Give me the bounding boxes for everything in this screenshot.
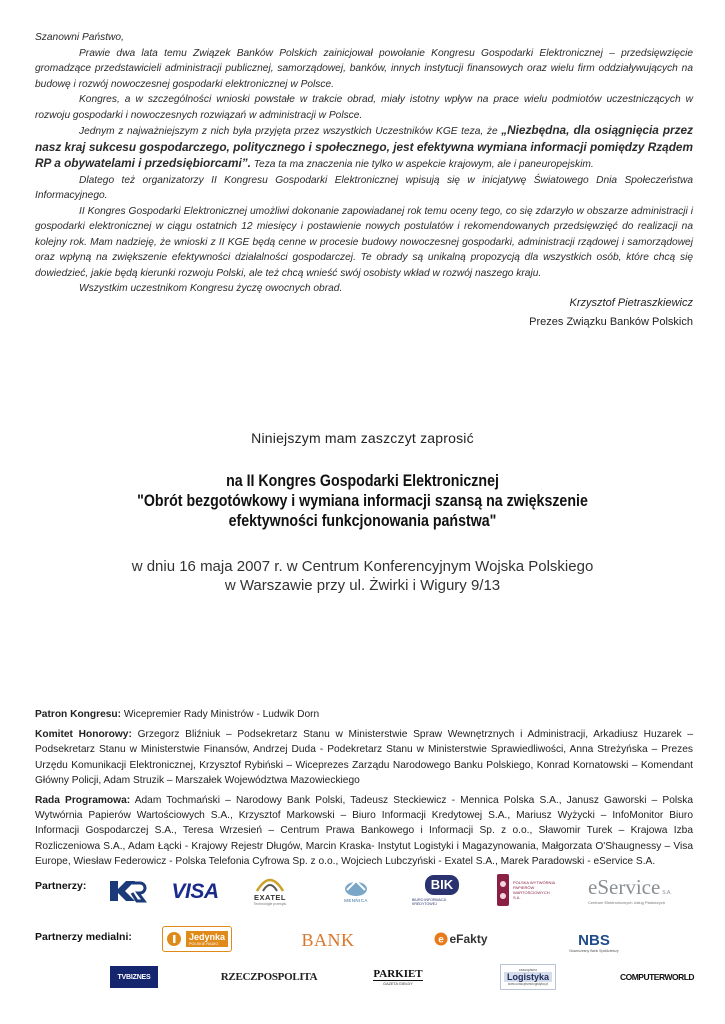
congress-title-line-2: "Obrót bezgotówkowy i wymiana informacji szansą na zwiększenie <box>137 492 588 510</box>
signature-block <box>529 292 693 330</box>
letter-paragraph-1: Prawie dwa lata temu Związek Banków Polskich zainicjował powołanie Kongresu Gospodarki Elektronicznej – przedsięwzięcie gromadzące przedstawicieli administracji publicznej, samorządowej, banków, innych instytucji finansowych oraz wielu firm oddziaływujących na budowę i rozwój nowoczesnej gospodarki elektronicznej w Polsce. <box>35 47 693 90</box>
parkiet-tagline: GAZETA GIEŁDY <box>383 982 413 986</box>
pwpw-wordmark: POLSKA WYTWÓRNIA PAPIERÓW WARTOŚCIOWYCH S.A. <box>513 880 556 900</box>
bik-badge: BIK <box>425 875 459 895</box>
radio-icon <box>166 931 182 947</box>
congress-title <box>51 471 675 531</box>
honorary-committee-label: Komitet Honorowy: <box>35 729 132 741</box>
media-partners-label: Partnerzy medialni: <box>35 931 132 943</box>
letter-paragraph-5: II Kongres Gospodarki Elektronicznej umożliwi dokonanie zapowiadanej rok temu oceny tego, co się zdarzyło w obszarze administracji i gospodarki elektronicznej w ciągu ostatnich 12 miesięcy i postawienie nowych postulatów i rekomendowanych przedsięwzięć do realizacji na kolejny rok. Mam nadzieję, że wnioski z II KGE będą cenne w procesie budowy nowoczesnej gospodarki, administracji rządowej i samorządowej oraz wpłyną na zwiększenie efektywności działalności gospodarczej. Te obrady są unikalną propozycją dla wszystkich osób, które chcą się dowiedzieć, jakie będą kierunki rozwoju Polski, ale też chcą wnieść swój osobisty wkład w rozwój naszego kraju. <box>35 205 693 279</box>
kir-logo <box>108 877 148 905</box>
eservice-tagline: Centrum Elektronicznych Usług Płatniczych <box>588 900 666 905</box>
program-council-text: Adam Tochmański – Narodowy Bank Polski, Tadeusz Steckiewicz - Mennica Polska S.A., Janusz Gaworski – Polska Wytwórnia Papierów Wartościowych S.A., Krzysztof Markowski – Biuro Informacji Kredytowej S.A., Mariusz Wyżycki – InfoMonitor Biuro Informacji Gospodarczej S.A., Teresa Wrzesień – Centrum Prawa Bankowego i Informacji Sp. z o.o., Sławomir Turek – Krajowa Izba Rozliczeniowa S.A., Adam Łącki - Krajowy Rejestr Długów, Marcin Kraska- Instytut Logistyki i Magazynowania, Małgorzata O'Shaugnessy – Visa Europe, Wiesław Federowicz - Polska Telefonia Cyfrowa Sp. z o.o., Wojciech Lubczyński - Exatel S.A., Marek Paradowski - eService S.A. <box>35 795 693 867</box>
patron-label: Patron Kongresu: <box>35 709 122 720</box>
logistyka-url: www.czasopismologistyka.pl <box>507 982 549 986</box>
efakty-logo <box>432 928 490 950</box>
program-council-entry <box>35 793 693 869</box>
nbs-wordmark: NBS <box>578 932 610 949</box>
letter-paragraph-2: Kongres, a w szczególności wnioski powstałe w trakcie obrad, miały istotny wpływ na prace wielu podmiotów uczestniczących w rozwoju gospodarki i nowoczesnych rozwiązań w administracji w Polsce. <box>35 94 693 121</box>
event-date-venue: w dniu 16 maja 2007 r. w Centrum Konferencyjnym Wojska Polskiego <box>131 558 594 575</box>
efakty-wordmark: eFakty <box>449 932 488 946</box>
exatel-mark-icon <box>255 875 285 893</box>
letter-paragraph-3 <box>35 123 693 173</box>
bik-logo <box>412 871 472 909</box>
signer-name: Krzysztof Pietraszkiewicz <box>569 297 693 309</box>
logistyka-wordmark: Logistyka <box>504 972 552 982</box>
letter-body <box>35 30 693 297</box>
patron-text: Wicepremier Rady Ministrów - Ludwik Dorn <box>121 709 320 720</box>
eservice-wordmark: eService <box>588 875 661 899</box>
paragraph-3-tail: Teza ta ma znaczenia nie tylko w aspekcie krajowym, ale i paneuropejskim. <box>250 159 594 170</box>
honorary-committee-text: Grzegorz Bliźniuk – Podsekretarz Stanu w Ministerstwie Spraw Wewnętrznych i Administracji, Arkadiusz Huzarek – Podsekretarz Stanu w Ministerstwie Finansów, Andrzej Duda - Podekretarz Stanu w Ministerstwie Sprawiedliwości, Anna Streżyńska – Prezes Urzędu Komunikacji Elektronicznej, Krzysztof Rybiński – Wiceprezes Zarządu Narodowego Banku Polskiego, Konrad Kornatowski – Komendant Główny Policji, Adam Struzik – Marszałek Województwa Mazowieckiego <box>35 729 693 786</box>
visa-logo: VISA <box>171 880 219 903</box>
partners-label: Partnerzy: <box>35 880 87 892</box>
honorary-committee-entry <box>35 727 693 788</box>
parkiet-logo <box>372 964 424 990</box>
parkiet-wordmark: PARKIET <box>373 968 423 980</box>
efakty-mark-icon <box>434 932 448 946</box>
paragraph-3-intro: Jednym z najważniejszym z nich była przyjęta przez wszystkich Uczestników KGE teza, że <box>79 126 502 137</box>
pwpw-logo <box>496 869 556 911</box>
patron-entry <box>35 707 693 722</box>
tvbiznes-logo: TVBIZNES <box>110 966 158 988</box>
exatel-wordmark: EXATEL <box>253 892 287 902</box>
letter-paragraph-6: Wszystkim uczestnikom Kongresu życzę owocnych obrad. <box>79 283 343 294</box>
mennica-logo <box>336 874 376 906</box>
jedynka-logo <box>162 926 232 952</box>
nbs-logo <box>566 928 622 958</box>
logistyka-logo <box>500 964 556 990</box>
eservice-sa: S.A. <box>662 890 672 896</box>
eservice-logo <box>588 872 688 908</box>
bik-tagline: BIURO INFORMACJI KREDYTOWEJ <box>412 897 447 906</box>
event-address: w Warszawie przy ul. Żwirki i Wigury 9/13 <box>224 577 501 594</box>
jedynka-tagline: POLSKIE RADIO <box>188 942 219 946</box>
mennica-wordmark: MENNICA <box>344 897 368 903</box>
nbs-tagline: Nowoczesny Bank Spółdzielczy <box>569 949 619 953</box>
program-council-label: Rada Programowa: <box>35 795 131 807</box>
jedynka-wordmark: Jedynka <box>188 932 226 942</box>
logistyka-kicker: czasopismo <box>518 968 538 972</box>
committees-section <box>35 707 693 874</box>
invitation-lead: Niniejszym mam zaszczyt zaprosić <box>251 430 474 446</box>
computerworld-logo: COMPUTERWORLD <box>619 972 695 982</box>
exatel-logo <box>248 870 292 910</box>
svg-text:e: e <box>438 934 445 946</box>
congress-title-line-3: efektywności funkcjonowania państwa" <box>228 512 497 530</box>
salutation: Szanowni Państwo, <box>35 32 124 43</box>
event-location <box>0 557 725 595</box>
pwpw-emblem-icon <box>496 872 510 908</box>
bank-magazine-logo: BANK <box>301 929 355 950</box>
exatel-tagline: Technologie przesyłu <box>253 901 287 906</box>
mennica-mark-icon <box>343 878 369 898</box>
key-thesis-quote: „Niezbędna, dla osiągnięcia przez nasz kraj sukcesu gospodarczego, politycznego i społecznego, jest efektywna wymiana informacji pomiędzy Rządem RP a obywatelami i przedsiębiorcami”. <box>35 123 693 170</box>
rzeczpospolita-logo: RZECZPOSPOLITA <box>220 971 318 983</box>
letter-paragraph-4: Dlatego też organizatorzy II Kongresu Gospodarki Elektronicznej wpisują się w inicjatywę Światowego Dnia Społeczeństwa Informacyjnego. <box>35 174 693 201</box>
signer-role: Prezes Związku Banków Polskich <box>529 316 693 328</box>
congress-title-line-1: na II Kongres Gospodarki Elektronicznej <box>226 472 499 490</box>
